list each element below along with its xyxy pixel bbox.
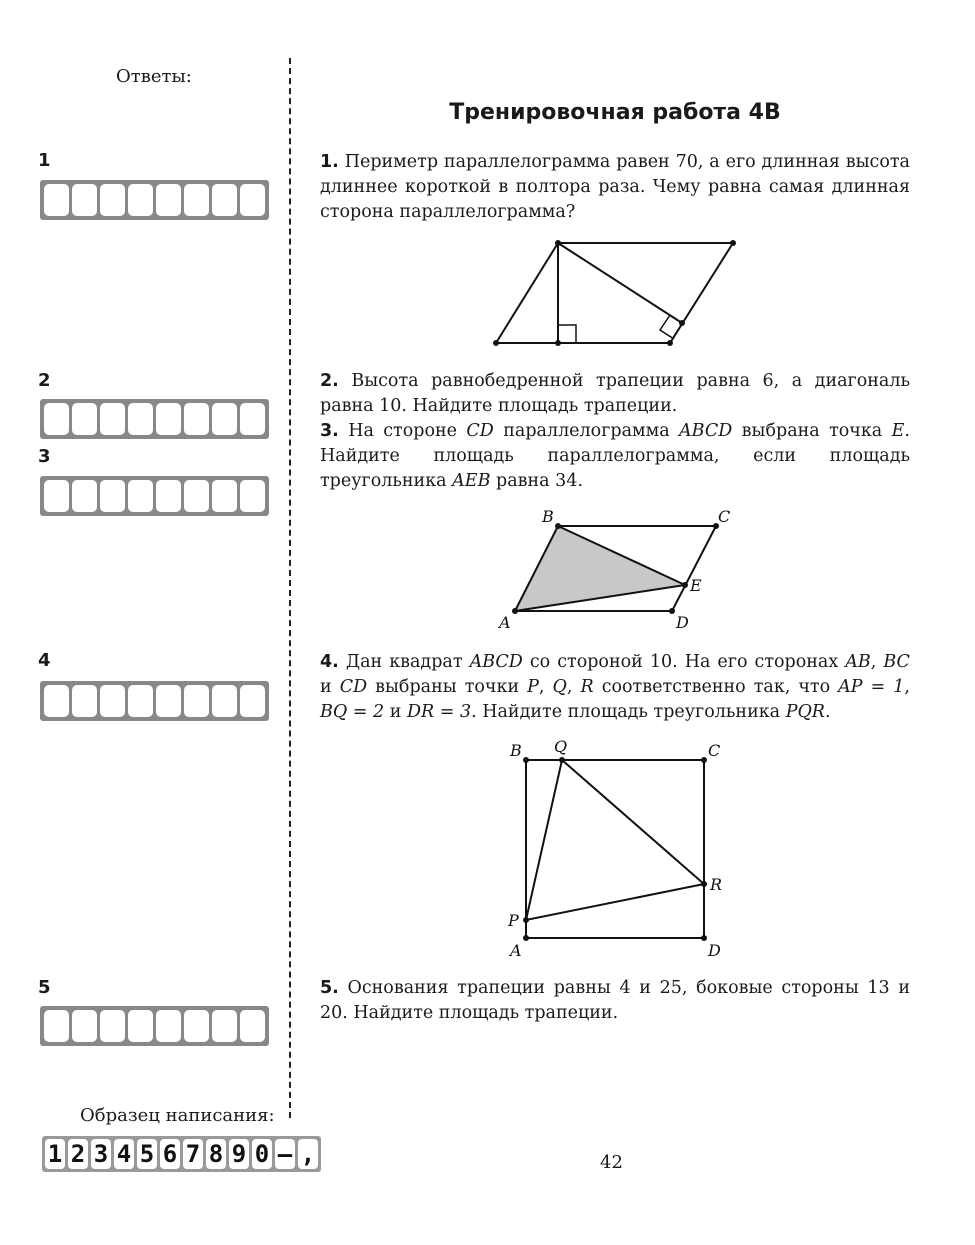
sample-glyph: 0 [252,1139,272,1169]
label-p: P [508,911,519,930]
figure-square-triangle [500,738,730,963]
label-a: A [499,613,511,632]
answer-number-5: 5 [38,977,51,998]
page-title: Тренировочная работа 4В [449,100,781,125]
answer-number-2: 2 [38,370,51,391]
sample-glyph: 2 [68,1139,88,1169]
problem-4: 4. Дан квадрат ABCD со стороной 10. На его сторонах AB, BC и CD выбраны точки P, Q, R соответственно так, что AP = 1, BQ = 2 и DR = 3. Найдите площадь треугольника PQR. [320,652,910,722]
label-c: C [708,741,721,760]
problem-1: 1. Периметр параллелограмма равен 70, а его длинная высота длиннее короткой в полтора раза. Чему равна самая длинная сторона параллелограмма? [320,152,910,222]
answers-heading: Ответы: [116,66,192,87]
answer-number-3: 3 [38,446,51,467]
label-c: C [718,507,731,526]
answer-boxes-2[interactable] [40,399,269,439]
label-b: B [542,507,554,526]
answer-boxes-1[interactable] [40,180,269,220]
label-q: Q [554,738,568,756]
answer-boxes-4[interactable] [40,681,269,721]
figure-parallelogram-triangle [495,505,740,635]
label-d: D [708,941,721,960]
page-number: 42 [600,1152,623,1173]
sample-glyph: 6 [160,1139,180,1169]
sample-glyph: 1 [45,1139,65,1169]
sample-glyph: 9 [229,1139,249,1169]
sample-writing [42,1136,321,1172]
label-a: A [510,941,522,960]
sample-glyph: 7 [183,1139,203,1169]
label-d: D [676,613,689,632]
answer-number-1: 1 [38,150,51,171]
sample-glyph: 8 [206,1139,226,1169]
problem-3: 3. На стороне CD параллелограмма ABCD выбрана точка E. Найдите площадь параллелограмма, если площадь треугольника AEB равна 34. [320,421,910,491]
sample-label: Образец написания: [80,1105,275,1126]
dashed-divider [289,58,291,1118]
problem-5: 5. Основания трапеции равны 4 и 25, боковые стороны 13 и 20. Найдите площадь трапеции. [320,978,910,1023]
sample-glyph: – [275,1139,295,1169]
sample-glyph: 5 [137,1139,157,1169]
label-b: B [510,741,522,760]
sample-glyph: 3 [91,1139,111,1169]
sample-glyph: , [298,1139,318,1169]
answer-number-4: 4 [38,650,51,671]
answer-boxes-3[interactable] [40,476,269,516]
figure-parallelogram-heights [480,232,750,352]
answer-boxes-5[interactable] [40,1006,269,1046]
label-e: E [690,576,702,595]
sample-glyph: 4 [114,1139,134,1169]
label-r: R [710,875,723,894]
problem-2: 2. Высота равнобедренной трапеции равна 6, а диагональ равна 10. Найдите площадь трапеции. [320,371,910,416]
